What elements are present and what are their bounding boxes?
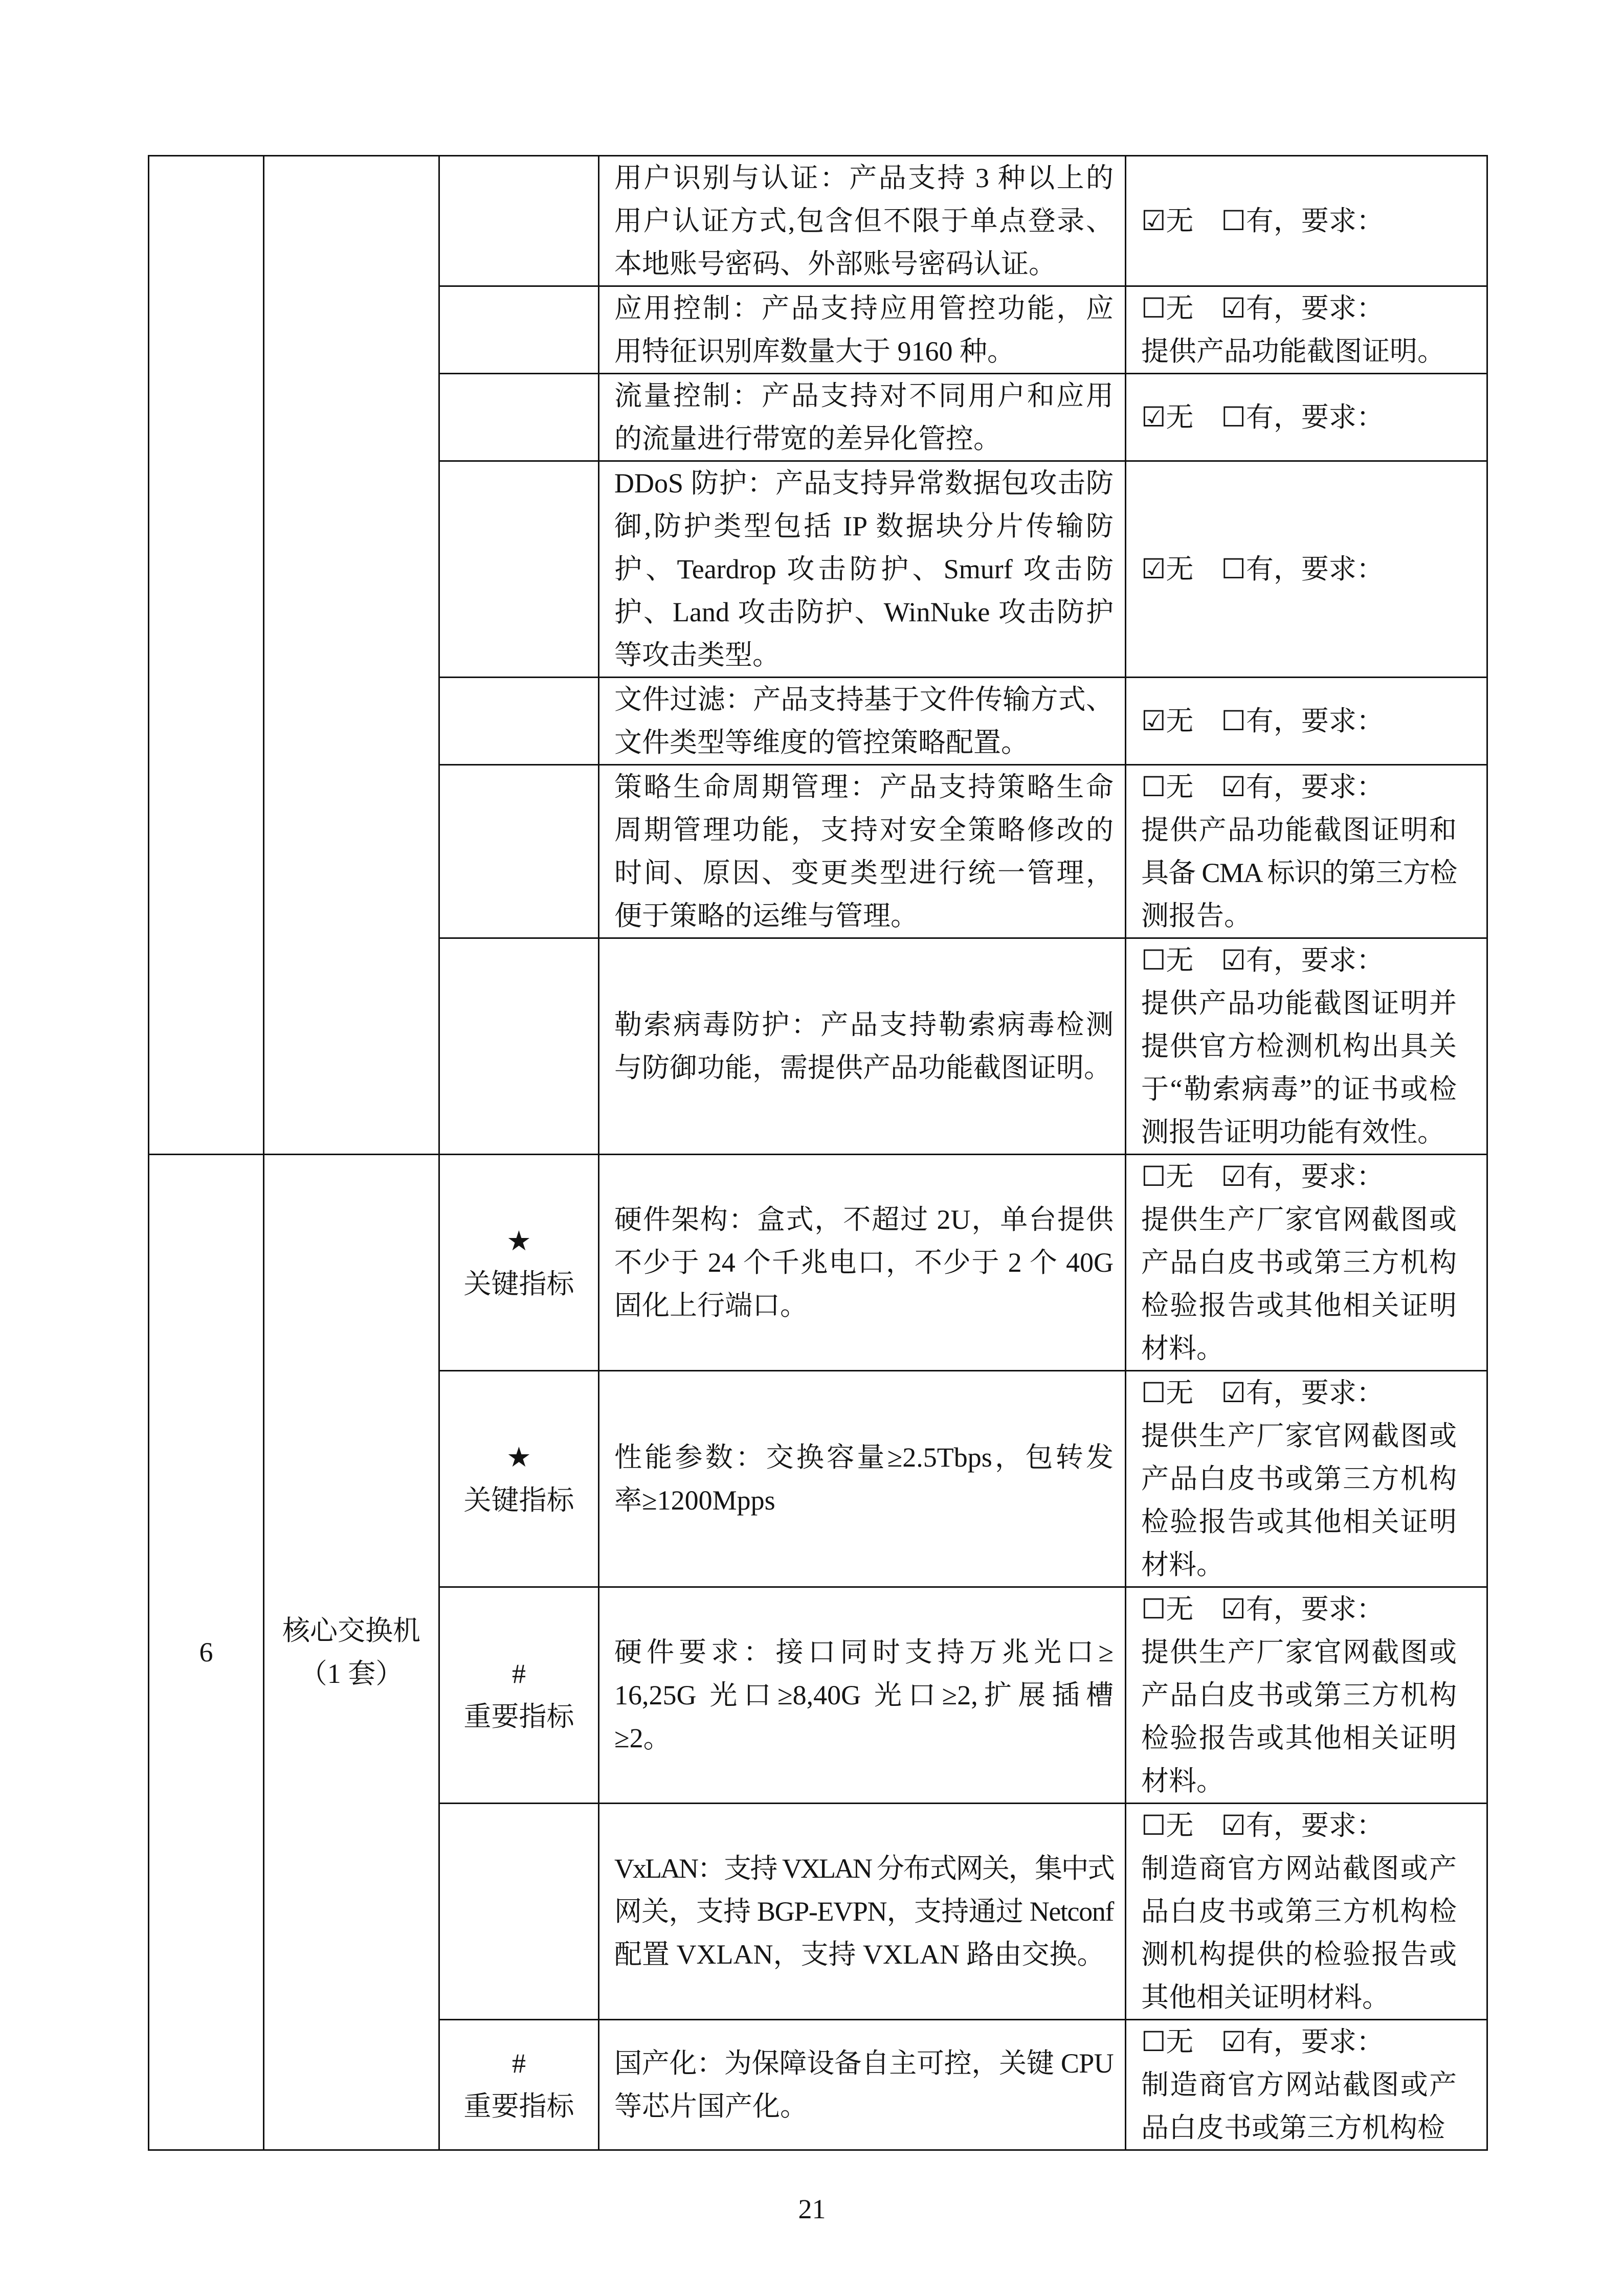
- requirement-cell: [1126, 461, 1487, 678]
- spec-line: 时间、原因、变更类型进行统一管理，: [614, 858, 1114, 888]
- indicator-cell: [439, 2020, 599, 2150]
- requirement-line: 于“勒索病毒”的证书或检: [1141, 1074, 1457, 1105]
- spec-line: 国产化：为保障设备自主可控，关键 CPU: [614, 2048, 1114, 2079]
- requirement-line: 测报告。: [1141, 901, 1252, 931]
- spec-line: 与防御功能，需提供产品功能截图证明。: [614, 1052, 1111, 1083]
- item-name-cell: [264, 156, 439, 1155]
- requirement-line: 具备 CMA 标识的第三方检: [1141, 858, 1457, 888]
- spec-line: 等芯片国产化。: [614, 2091, 808, 2122]
- indicator-cell: [439, 765, 599, 938]
- spec-table-body: [149, 156, 1487, 2150]
- star-icon: ★: [506, 1226, 531, 1256]
- spec-cell: [599, 1371, 1126, 1587]
- checkbox-choice: ☐无 ☑有，要求：: [1141, 2027, 1384, 2057]
- requirement-cell: [1126, 2020, 1487, 2150]
- indicator-label: 关键指标: [463, 1485, 574, 1516]
- spec-line: 流量控制：产品支持对不同用户和应用: [614, 380, 1114, 411]
- requirement-line: 材料。: [1141, 1549, 1224, 1580]
- indicator-cell: [439, 938, 599, 1155]
- requirement-line: 产品白皮书或第三方机构: [1141, 1464, 1457, 1494]
- requirement-line: 品白皮书或第三方机构检: [1141, 1896, 1457, 1927]
- item-index-cell: [149, 156, 264, 1155]
- checkbox-choice: ☐无 ☑有，要求：: [1141, 772, 1384, 802]
- spec-line: 周期管理功能，支持对安全策略修改的: [614, 815, 1114, 845]
- indicator-label: 重要指标: [463, 1701, 574, 1732]
- requirement-cell: [1126, 374, 1487, 461]
- requirement-cell: [1126, 678, 1487, 765]
- spec-cell: [599, 765, 1126, 938]
- spec-line: 用户识别与认证：产品支持 3 种以上的: [614, 163, 1114, 193]
- spec-line: DDoS 防护：产品支持异常数据包攻击防: [614, 468, 1114, 499]
- spec-line: VxLAN：支持 VXLAN 分布式网关，集中式: [614, 1853, 1114, 1884]
- spec-line: 策略生命周期管理：产品支持策略生命: [614, 772, 1114, 802]
- checkbox-choice: ☐无 ☑有，要求：: [1141, 1378, 1384, 1408]
- requirement-line: 提供产品功能截图证明并: [1141, 988, 1457, 1019]
- requirement-line: 材料。: [1141, 1333, 1224, 1364]
- spec-line: 用特征识别库数量大于 9160 种。: [614, 336, 1015, 367]
- spec-line: 硬件架构：盒式，不超过 2U，单台提供: [614, 1204, 1114, 1235]
- checkbox-choice: ☐无 ☑有，要求：: [1141, 1594, 1384, 1625]
- indicator-label: 重要指标: [463, 2091, 574, 2122]
- indicator-cell: [439, 1155, 599, 1371]
- spec-line: 御,防护类型包括 IP 数据块分片传输防: [614, 511, 1114, 542]
- requirement-cell: [1126, 765, 1487, 938]
- spec-line: 配置 VXLAN，支持 VXLAN 路由交换。: [614, 1939, 1105, 1970]
- spec-cell: [599, 1155, 1126, 1371]
- requirement-cell: [1126, 1155, 1487, 1371]
- indicator-cell: [439, 461, 599, 678]
- spec-table: [148, 155, 1488, 2151]
- spec-cell: [599, 1804, 1126, 2020]
- requirement-cell: [1126, 1371, 1487, 1587]
- spec-line: 文件过滤：产品支持基于文件传输方式、: [614, 684, 1114, 715]
- indicator-cell: [439, 156, 599, 286]
- indicator-cell: [439, 1371, 599, 1587]
- spec-line: 便于策略的运维与管理。: [614, 901, 918, 931]
- checkbox-choice: ☑无 ☐有，要求：: [1141, 402, 1384, 433]
- spec-line: 文件类型等维度的管控策略配置。: [614, 727, 1029, 758]
- indicator-cell: [439, 1587, 599, 1804]
- checkbox-choice: ☐无 ☑有，要求：: [1141, 945, 1384, 976]
- requirement-line: 制造商官方网站截图或产: [1141, 2069, 1457, 2100]
- indicator-label: 关键指标: [463, 1269, 574, 1299]
- spec-cell: [599, 1587, 1126, 1804]
- checkbox-choice: ☐无 ☑有，要求：: [1141, 293, 1384, 324]
- spec-line: 率≥1200Mpps: [614, 1485, 775, 1516]
- spec-line: ≥2。: [614, 1723, 671, 1753]
- requirement-line: 测机构提供的检验报告或: [1141, 1939, 1457, 1970]
- spec-line: 等攻击类型。: [614, 640, 780, 670]
- spec-cell: [599, 2020, 1126, 2150]
- spec-line: 护、Teardrop 攻击防护、Smurf 攻击防: [614, 554, 1114, 584]
- indicator-cell: [439, 1804, 599, 2020]
- spec-line: 护、Land 攻击防护、WinNuke 攻击防护: [614, 597, 1114, 627]
- spec-cell: [599, 156, 1126, 286]
- requirement-line: 制造商官方网站截图或产: [1141, 1853, 1457, 1884]
- spec-line: 网关，支持 BGP-EVPN，支持通过 Netconf: [614, 1896, 1114, 1927]
- requirement-line: 品白皮书或第三方机构检: [1141, 2112, 1445, 2143]
- requirement-line: 提供官方检测机构出具关: [1141, 1031, 1457, 1062]
- spec-line: 硬件要求：接口同时支持万兆光口≥: [614, 1637, 1114, 1668]
- item-name: 核心交换机: [282, 1615, 420, 1646]
- indicator-cell: [439, 374, 599, 461]
- requirement-line: 提供生产厂家官网截图或: [1141, 1421, 1457, 1451]
- item-quantity: （1 套）: [299, 1658, 404, 1689]
- spec-cell: [599, 286, 1126, 374]
- spec-line: 的流量进行带宽的差异化管控。: [614, 423, 1001, 454]
- requirement-cell: [1126, 1804, 1487, 2020]
- requirement-line: 检验报告或其他相关证明: [1141, 1506, 1457, 1537]
- requirement-line: 检验报告或其他相关证明: [1141, 1290, 1457, 1321]
- requirement-line: 材料。: [1141, 1766, 1224, 1796]
- requirement-cell: [1126, 286, 1487, 374]
- checkbox-choice: ☑无 ☐有，要求：: [1141, 554, 1384, 584]
- item-name-cell: [264, 1155, 439, 2150]
- spec-line: 勒索病毒防护：产品支持勒索病毒检测: [614, 1009, 1114, 1040]
- checkbox-choice: ☑无 ☐有，要求：: [1141, 206, 1384, 236]
- requirement-cell: [1126, 156, 1487, 286]
- page-number: 21: [798, 2194, 826, 2224]
- hash-icon: #: [512, 2048, 526, 2079]
- indicator-cell: [439, 286, 599, 374]
- requirement-line: 提供产品功能截图证明。: [1141, 336, 1445, 367]
- spec-line: 应用控制：产品支持应用管控功能，应: [614, 293, 1114, 324]
- requirement-line: 产品白皮书或第三方机构: [1141, 1680, 1457, 1710]
- requirement-line: 提供产品功能截图证明和: [1141, 815, 1457, 845]
- requirement-cell: [1126, 1587, 1487, 1804]
- requirement-line: 其他相关证明材料。: [1141, 1982, 1390, 2013]
- spec-line: 性能参数：交换容量≥2.5Tbps，包转发: [614, 1442, 1114, 1473]
- requirement-line: 提供生产厂家官网截图或: [1141, 1204, 1457, 1235]
- spec-line: 本地账号密码、外部账号密码认证。: [614, 249, 1056, 279]
- item-index: 6: [199, 1637, 213, 1668]
- star-icon: ★: [506, 1442, 531, 1473]
- checkbox-choice: ☐无 ☑有，要求：: [1141, 1161, 1384, 1192]
- requirement-line: 检验报告或其他相关证明: [1141, 1723, 1457, 1753]
- spec-line: 用户认证方式,包含但不限于单点登录、: [614, 206, 1114, 236]
- item-index-cell: [149, 1155, 264, 2150]
- spec-row: [149, 156, 1487, 286]
- indicator-cell: [439, 678, 599, 765]
- spec-cell: [599, 938, 1126, 1155]
- spec-line: 固化上行端口。: [614, 1290, 808, 1321]
- hash-icon: #: [512, 1658, 526, 1689]
- requirement-line: 提供生产厂家官网截图或: [1141, 1637, 1457, 1668]
- spec-cell: [599, 461, 1126, 678]
- spec-cell: [599, 678, 1126, 765]
- requirement-cell: [1126, 938, 1487, 1155]
- spec-line: 不少于 24 个千兆电口，不少于 2 个 40G: [614, 1247, 1114, 1278]
- spec-line: 16,25G 光口≥8,40G 光口≥2,扩展插槽: [614, 1680, 1114, 1710]
- requirement-line: 测报告证明功能有效性。: [1141, 1117, 1445, 1147]
- checkbox-choice: ☐无 ☑有，要求：: [1141, 1810, 1384, 1841]
- checkbox-choice: ☑无 ☐有，要求：: [1141, 706, 1384, 736]
- spec-row: [149, 1155, 1487, 1371]
- requirement-line: 产品白皮书或第三方机构: [1141, 1247, 1457, 1278]
- spec-cell: [599, 374, 1126, 461]
